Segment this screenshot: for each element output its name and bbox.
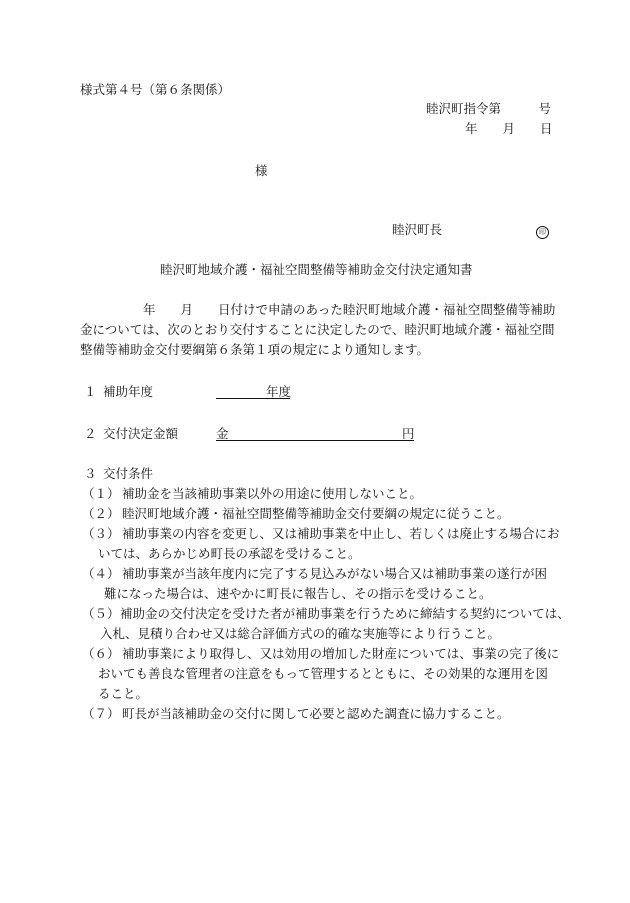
condition-1-line-1: 補助金を当該補助事業以外の用途に使用しないこと。 [122,486,423,501]
condition-6-number: （６） [82,646,120,661]
issuer-name: 睦沢町長 [392,222,443,237]
condition-3-line-1: 補助事業の内容を変更し、又は補助事業を中止し、若しくは廃止する場合にお [122,526,560,541]
body-line-1: 年 月 日付けで申請のあった睦沢町地域介護・福祉空間整備等補助 [143,302,556,317]
item-1-label: 補助年度 [103,384,154,399]
item-2-number: ２ [84,426,97,441]
condition-6-line-1: 補助事業により取得し、又は効用の増加した財産については、事業の完了後に [122,646,560,661]
amount-blank [216,440,414,441]
document-number: 睦沢町指令第 号 [426,101,552,116]
item-3-number: ３ [84,466,97,481]
amount-suffix: 円 [402,426,415,441]
item-2-label: 交付決定金額 [103,426,179,441]
condition-4-number: （４） [82,566,120,581]
fiscal-year-unit: 年度 [266,384,292,399]
condition-5-number: （５） [82,606,120,621]
item-1-number: １ [84,384,97,399]
condition-2-line-1: 睦沢町地域介護・福祉空間整備等補助金交付要綱の規定に従うこと。 [122,506,510,521]
condition-1-number: （１） [82,486,120,501]
condition-2-number: （２） [82,506,120,521]
condition-6-line-3: ること。 [98,686,149,701]
seal-mark [536,222,549,239]
item-3-label: 交付条件 [103,466,154,481]
condition-6-line-2: おいても善良な管理者の注意をもって管理するとともに、その効果的な運用を図 [98,666,549,681]
issue-date: 年 月 日 [465,121,553,136]
condition-7-line-1: 町長が当該補助金の交付に関して必要と認めた調査に協力すること。 [122,706,510,721]
condition-5-line-1: 補助金の交付決定を受けた者が補助事業を行うために締結する契約については、 [120,606,570,621]
condition-4-line-1: 補助事業が当該年度内に完了する見込みがない場合又は補助事業の遂行が困 [122,566,548,581]
condition-7-number: （７） [82,706,120,721]
condition-5-line-2: 入札、見積り合わせ又は総合評価方式の的確な実施等により行うこと。 [100,626,501,641]
seal-icon: 印 [536,226,549,239]
condition-3-number: （３） [82,526,120,541]
document-title: 睦沢町地域介護・福祉空間整備等補助金交付決定通知書 [160,262,473,277]
body-line-2: 金については、次のとおり交付することに決定したので、睦沢町地域介護・福祉空間 [80,322,555,337]
amount-prefix: 金 [216,426,229,441]
condition-3-line-2: いては、あらかじめ町長の承認を受けること。 [98,546,361,561]
recipient-suffix: 様 [255,163,268,178]
condition-4-line-2: 難になった場合は、速やかに町長に報告し、その指示を受けること。 [104,586,492,601]
body-line-3: 整備等補助金交付要綱第６条第１項の規定により通知します。 [80,342,430,357]
form-label: 様式第４号（第６条関係） [80,82,231,97]
